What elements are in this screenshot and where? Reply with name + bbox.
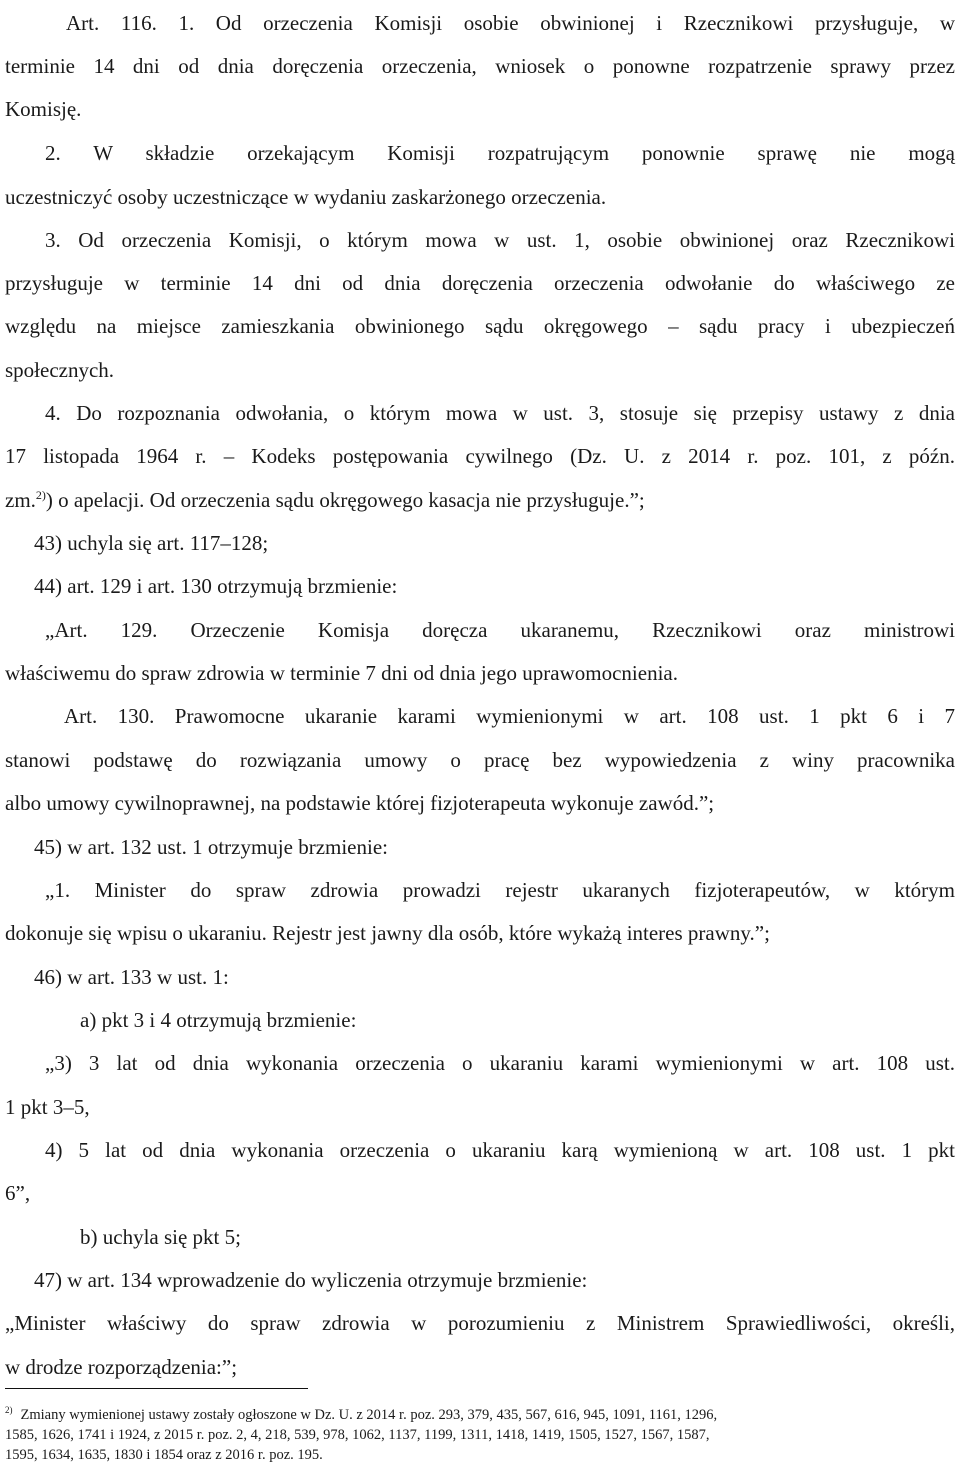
art132-line2: dokonuje się wpisu o ukaraniu. Rejestr jest jawny dla osób, które wykażą interes prawny.”;: [5, 921, 770, 945]
footnote-line2: 1585, 1626, 1741 i 1924, z 2015 r. poz. 2, 4, 218, 539, 978, 1062, 1137, 1199, 1311, 1418, 1419, 1505, 1527, 1567, 1587,: [5, 1427, 710, 1443]
footnote-separator: [5, 1388, 308, 1389]
paragraph-art116-3-line3: względu na miejsce zamieszkania obwinionego sądu okręgowego – sądu pracy i ubezpieczeń: [5, 314, 955, 338]
line-remainder: ) o apelacji. Od orzeczenia sądu okręgowego kasacja nie przysługuje.”;: [45, 488, 645, 512]
art130-line2: stanowi podstawę do rozwiązania umowy o pracę bez wypowiedzenia z winy pracownika: [5, 748, 955, 772]
art134-line1: „Minister właściwy do spraw zdrowia w porozumieniu z Ministrem Sprawiedliwości, określi,: [5, 1311, 955, 1335]
art132-line1: „1. Minister do spraw zdrowia prowadzi rejestr ukaranych fizjoterapeutów, w którym: [45, 878, 955, 902]
footnote-line1: [5, 1405, 717, 1425]
art133-pkt3-line2: 1 pkt 3–5,: [5, 1095, 90, 1119]
paragraph-art116-3-line1: 3. Od orzeczenia Komisji, o którym mowa w ust. 1, osobie obwinionej oraz Rzecznikowi: [45, 228, 955, 252]
abbrev-text: zm.: [5, 488, 36, 512]
paragraph-art116-3-line4: społecznych.: [5, 358, 115, 382]
art133-pkt4-line1: 4) 5 lat od dnia wykonania orzeczenia o ukaraniu karą wymienioną w art. 108 ust. 1 pkt: [45, 1138, 955, 1162]
paragraph-art116-2-line1: 2. W składzie orzekającym Komisji rozpatrującym ponownie sprawę nie mogą: [45, 141, 955, 165]
art133-pkt4-line2: 6”,: [5, 1181, 31, 1205]
art130-line3: albo umowy cywilnoprawnej, na podstawie której fizjoterapeuta wykonuje zawód.”;: [5, 791, 715, 815]
art133-pkt3-line1: „3) 3 lat od dnia wykonania orzeczenia o ukaraniu karami wymienionymi w art. 108 ust.: [45, 1051, 955, 1075]
paragraph-art116-1-line1: Art. 116. 1. Od orzeczenia Komisji osobie obwinionej i Rzecznikowi przysługuje, w: [66, 11, 955, 35]
point-44: 44) art. 129 i art. 130 otrzymują brzmienie:: [34, 574, 398, 598]
paragraph-art116-4-line2: 17 listopada 1964 r. – Kodeks postępowania cywilnego (Dz. U. z 2014 r. poz. 101, z późn.: [5, 444, 955, 468]
footnote-marker: 2): [5, 1405, 13, 1416]
paragraph-art116-2-line2: uczestniczyć osoby uczestniczące w wydaniu zaskarżonego orzeczenia.: [5, 185, 607, 209]
paragraph-art116-1-line3: Komisję.: [5, 97, 82, 121]
footnote-text-1: Zmiany wymienionej ustawy zostały ogłoszone w Dz. U. z 2014 r. poz. 293, 379, 435, 567, 616, 945, 1091, 1161, 1296,: [20, 1407, 718, 1423]
art129-line2: właściwemu do spraw zdrowia w terminie 7 dni od dnia jego uprawomocnienia.: [5, 661, 678, 685]
point-43: 43) uchyla się art. 117–128;: [34, 531, 269, 555]
point-47: 47) w art. 134 wprowadzenie do wyliczenia otrzymuje brzmienie:: [34, 1268, 588, 1292]
point-46-a: a) pkt 3 i 4 otrzymują brzmienie:: [80, 1008, 357, 1032]
art130-line1: Art. 130. Prawomocne ukaranie karami wymienionymi w art. 108 ust. 1 pkt 6 i 7: [64, 704, 955, 728]
point-46-b: b) uchyla się pkt 5;: [80, 1225, 241, 1249]
paragraph-art116-1-line2: terminie 14 dni od dnia doręczenia orzeczenia, wniosek o ponowne rozpatrzenie sprawy przez: [5, 54, 955, 78]
art134-line2: w drodze rozporządzenia:”;: [5, 1355, 238, 1379]
paragraph-art116-4-line3: [5, 487, 645, 513]
point-46: 46) w art. 133 w ust. 1:: [34, 965, 229, 989]
footnote-reference: 2): [35, 488, 46, 502]
point-45: 45) w art. 132 ust. 1 otrzymuje brzmienie:: [34, 835, 388, 859]
paragraph-art116-4-line1: 4. Do rozpoznania odwołania, o którym mowa w ust. 3, stosuje się przepisy ustawy z dnia: [45, 401, 955, 425]
footnote-line3: 1595, 1634, 1635, 1830 i 1854 oraz z 2016 r. poz. 195.: [5, 1447, 323, 1463]
art129-line1: „Art. 129. Orzeczenie Komisja doręcza ukaranemu, Rzecznikowi oraz ministrowi: [45, 618, 955, 642]
paragraph-art116-3-line2: przysługuje w terminie 14 dni od dnia doręczenia orzeczenia odwołanie do właściwego ze: [5, 271, 955, 295]
